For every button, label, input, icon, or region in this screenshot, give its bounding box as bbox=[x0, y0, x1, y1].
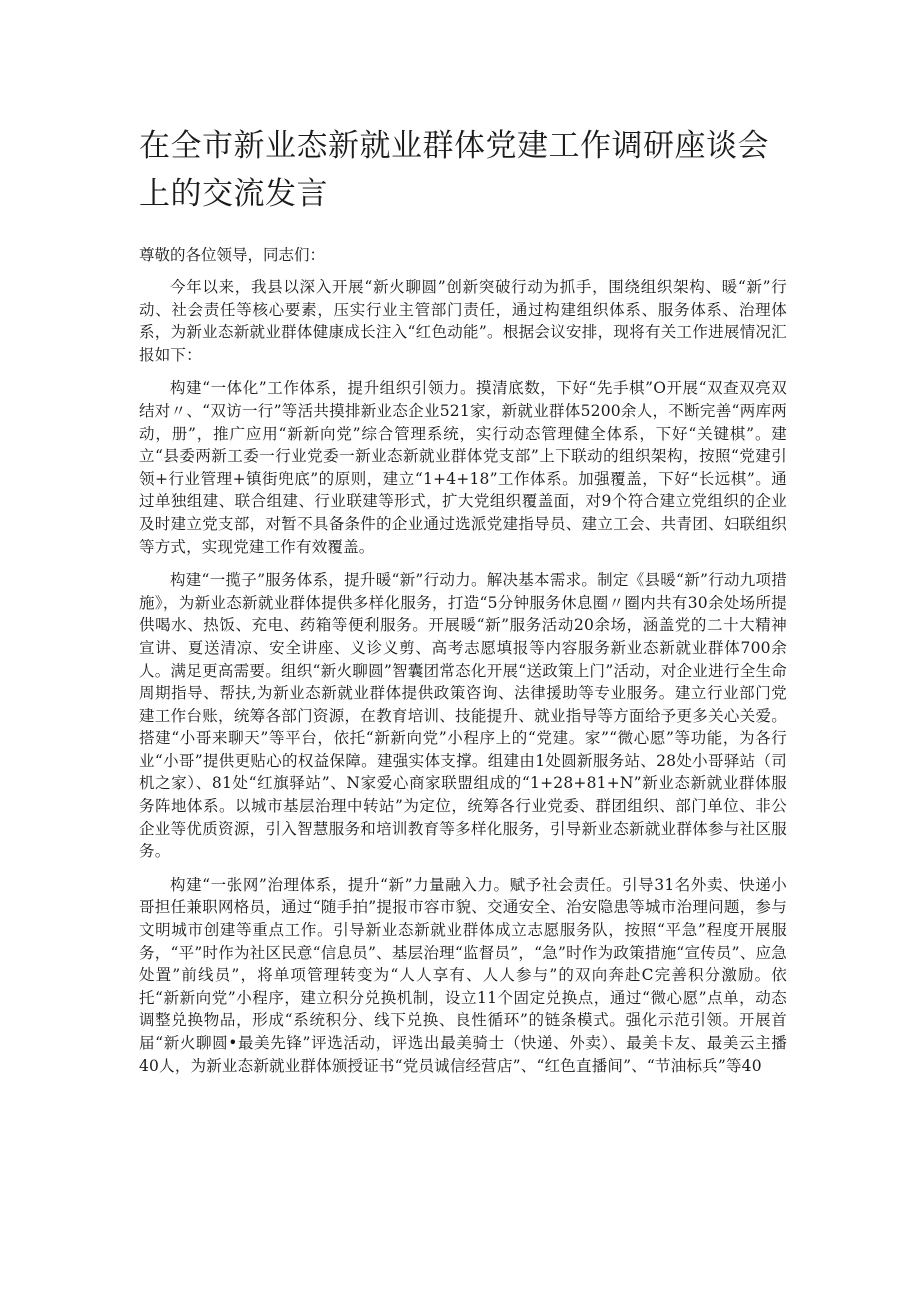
paragraph-governance-system: 构建“一张网”治理体系，提升“新”力量融入力。赋予社会责任。引导31名外卖、快递小哥担任兼职网格员，通过“随手拍”提报市容市貌、交通安全、治安隐患等城市治理问题，参与文明城市创建等重点工作。引导新业态新就业群体成立志愿服务队，按照“平急”程度开展服务，“平”时作为社区民意“信息员”、基层治理“监督员”，“急”时作为政策措施“宣传员”、应急处置”前线员”，将单项管理转变为“人人享有、人人参与”的双向奔赴C完善积分激励。依托“新新向党”小程序，建立积分兑换机制，设立11个固定兑换点，通过“微心愿”点单，动态调整兑换物品，形成“系统积分、线下兑换、良性循环”的链条模式。强化示范引领。开展首届“新火聊圆•最美先锋”评选活动，评选出最美骑士（快递、外卖）、最美卡友、最美云主播40人，为新业态新就业群体颁授证书“党员诚信经营店”、“红色直播间”、“节油标兵”等40 bbox=[139, 875, 787, 1075]
paragraph-service-system: 构建“一揽子”服务体系，提升暖“新”行动力。解决基本需求。制定《县暖“新”行动九项措施》，为新业态新就业群体提供多样化服务，打造“5分钟服务休息圈〃圈内共有30余处场所提供喝水、热饭、充电、药箱等便利服务。开展暖“新”服务活动20余场，涵盖党的二十大精神宣讲、夏送清凉、安全讲座、义诊义剪、高考志愿填报等内容服务新业态新就业群体700余人。满足更高需要。组织“新火聊圆”智囊团常态化开展“送政策上门”活动，对企业进行全生命周期指导、帮扶,为新业态新就业群体提供政策咨询、法律援助等专业服务。建立行业部门党建工作台账，统筹各部门资源，在教育培训、技能提升、就业指导等方面给予更多关心关爱。搭建“小哥来聊天”等平台，依托“新新向党”小程序上的“党建。家”“微心愿”等功能，为各行业“小哥”提供更贴心的权益保障。建强实体支撑。组建由1处圆新服务站、28处小哥驿站（司机之家）、81处“红旗驿站”、N家爱心商家联盟组成的“1+28+81+N”新业态新就业群体服务阵地体系。以城市基层治理中转站”为定位，统筹各行业党委、群团组织、部门单位、非公企业等优质资源，引入智慧服务和培训教育等多样化服务，引导新业态新就业群体参与社区服务。 bbox=[139, 571, 787, 861]
paragraph-intro: 今年以来，我县以深入开展“新火聊圆”创新突破行动为抓手，围绕组织架构、暖“新”行动、社会责任等核心要素，压实行业主管部门责任，通过构建组织体系、服务体系、治理体系，为新业态新就业群体健康成长注入“红色动能”。根据会议安排，现将有关工作进展情况汇报如下： bbox=[139, 278, 787, 364]
document-page bbox=[139, 122, 787, 1088]
salutation: 尊敬的各位领导，同志们： bbox=[139, 246, 326, 264]
paragraph-organization-system: 构建“一体化”工作体系，提升组织引领力。摸清底数，下好“先手棋”O开展“双查双亮双结对〃、“双访一行”等活共摸排新业态企业521家，新就业群体5200余人，不断完善“两库两动，册”，推广应用“新新向党”综合管理系统，实行动态管理健全体系，下好“关键棋”。建立“县委两新工委一行业党委一新业态新就业群体党支部”上下联动的组织架构，按照“党建引领+行业管理+镇街兜底”的原则，建立“1+4+18”工作体系。加强覆盖，下好“长远棋”。通过单独组建、联合组建、行业联建等形式，扩大党组织覆盖面，对9个符合建立党组织的企业及时建立党支部，对暂不具备条件的企业通过选派党建指导员、建立工会、共青团、妇联组织等方式，实现党建工作有效覆盖。 bbox=[139, 379, 787, 556]
document-title: 在全市新业态新就业群体党建工作调研座谈会上的交流发言 bbox=[139, 128, 769, 212]
